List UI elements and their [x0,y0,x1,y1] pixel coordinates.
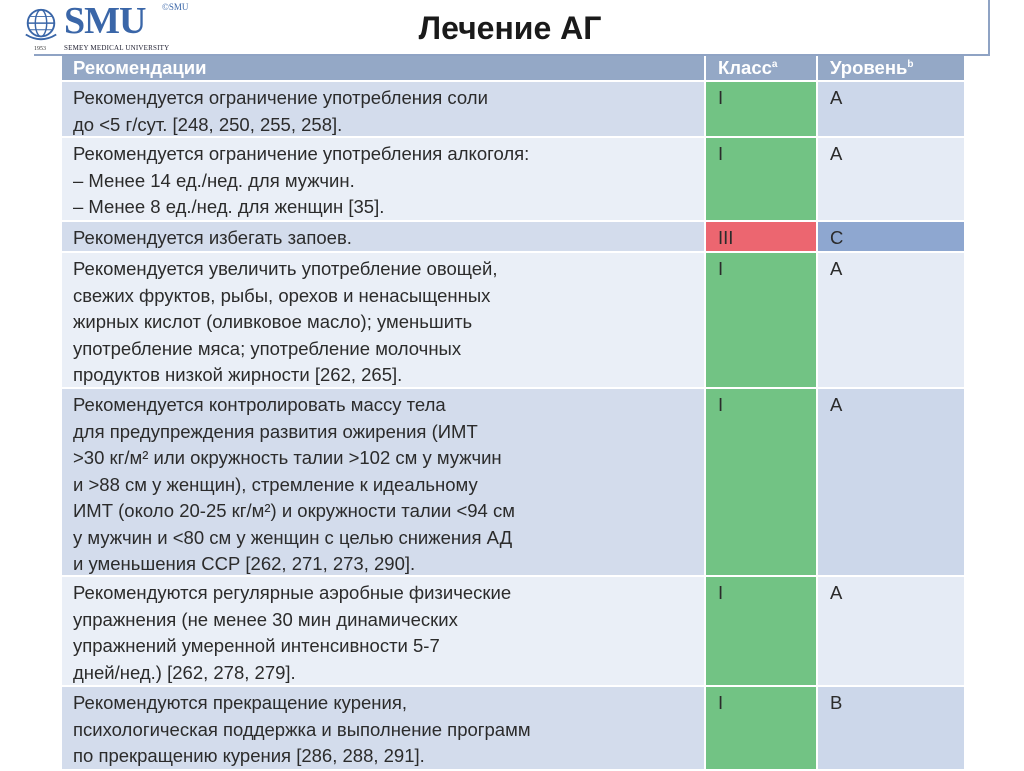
recommendation-text: Рекомендуется контролировать массу тела для предупреждения развития ожирения (ИМТ >30 кг/м² или окружность талии >102 см у мужчин и >88 см у женщин), стремление к идеальному ИМТ (около 20-25 кг/м²) и окружности талии <94 см у мужчин и <80 см у женщин с целью снижения АД и уменьшения ССР [262, 271, 273, 290]. [62,389,704,577]
level-cell: A [816,138,964,222]
recommendation-text: Рекомендуются прекращение курения, психологическая поддержка и выполнение программ по прекращению курения [286, 288, 291]. [62,687,704,771]
level-cell: A [816,389,964,577]
university-logo [20,2,200,54]
header-class: Класс$^a$ [704,56,816,82]
class-cell: I [704,687,816,771]
logo-year: 1953 [34,46,46,52]
frame-divider-right [988,0,990,56]
logo-university: SEMEY MEDICAL UNIVERSITY [64,44,170,52]
level-cell: B [816,687,964,771]
recommendation-text: Рекомендуется ограничение употребления алкоголя: – Менее 14 ед./нед. для мужчин. – Менее 8 ед./нед. для женщин [35]. [62,138,704,222]
recommendation-text: Рекомендуются регулярные аэробные физические упражнения (не менее 30 мин динамических упражнений умеренной интенсивности 5-7 дней/нед.) [262, 278, 279]. [62,577,704,687]
class-cell: III [704,222,816,253]
globe-icon [22,6,60,44]
header-recommendations: Рекомендации [62,56,704,82]
page-title: Лечение АГ [418,10,602,46]
class-cell: I [704,82,816,138]
recommendations-table [62,56,964,771]
level-cell: C [816,222,964,253]
level-cell: A [816,253,964,389]
level-cell: A [816,577,964,687]
class-cell: I [704,138,816,222]
logo-brand: SMU [64,0,146,42]
class-cell: I [704,389,816,577]
header-level: Уровень$^b$ [816,56,964,82]
recommendation-text: Рекомендуется ограничение употребления соли до <5 г/сут. [248, 250, 255, 258]. [62,82,704,138]
level-cell: A [816,82,964,138]
recommendation-text: Рекомендуется увеличить употребление овощей, свежих фруктов, рыбы, орехов и ненасыщенных жирных кислот (оливковое масло); уменьшить употребление мяса; употребление молочных продуктов низкой жирности [262, 265]. [62,253,704,389]
class-cell: I [704,577,816,687]
logo-mark: ©SMU [162,2,189,12]
recommendation-text: Рекомендуется избегать запоев. [62,222,704,253]
class-cell: I [704,253,816,389]
